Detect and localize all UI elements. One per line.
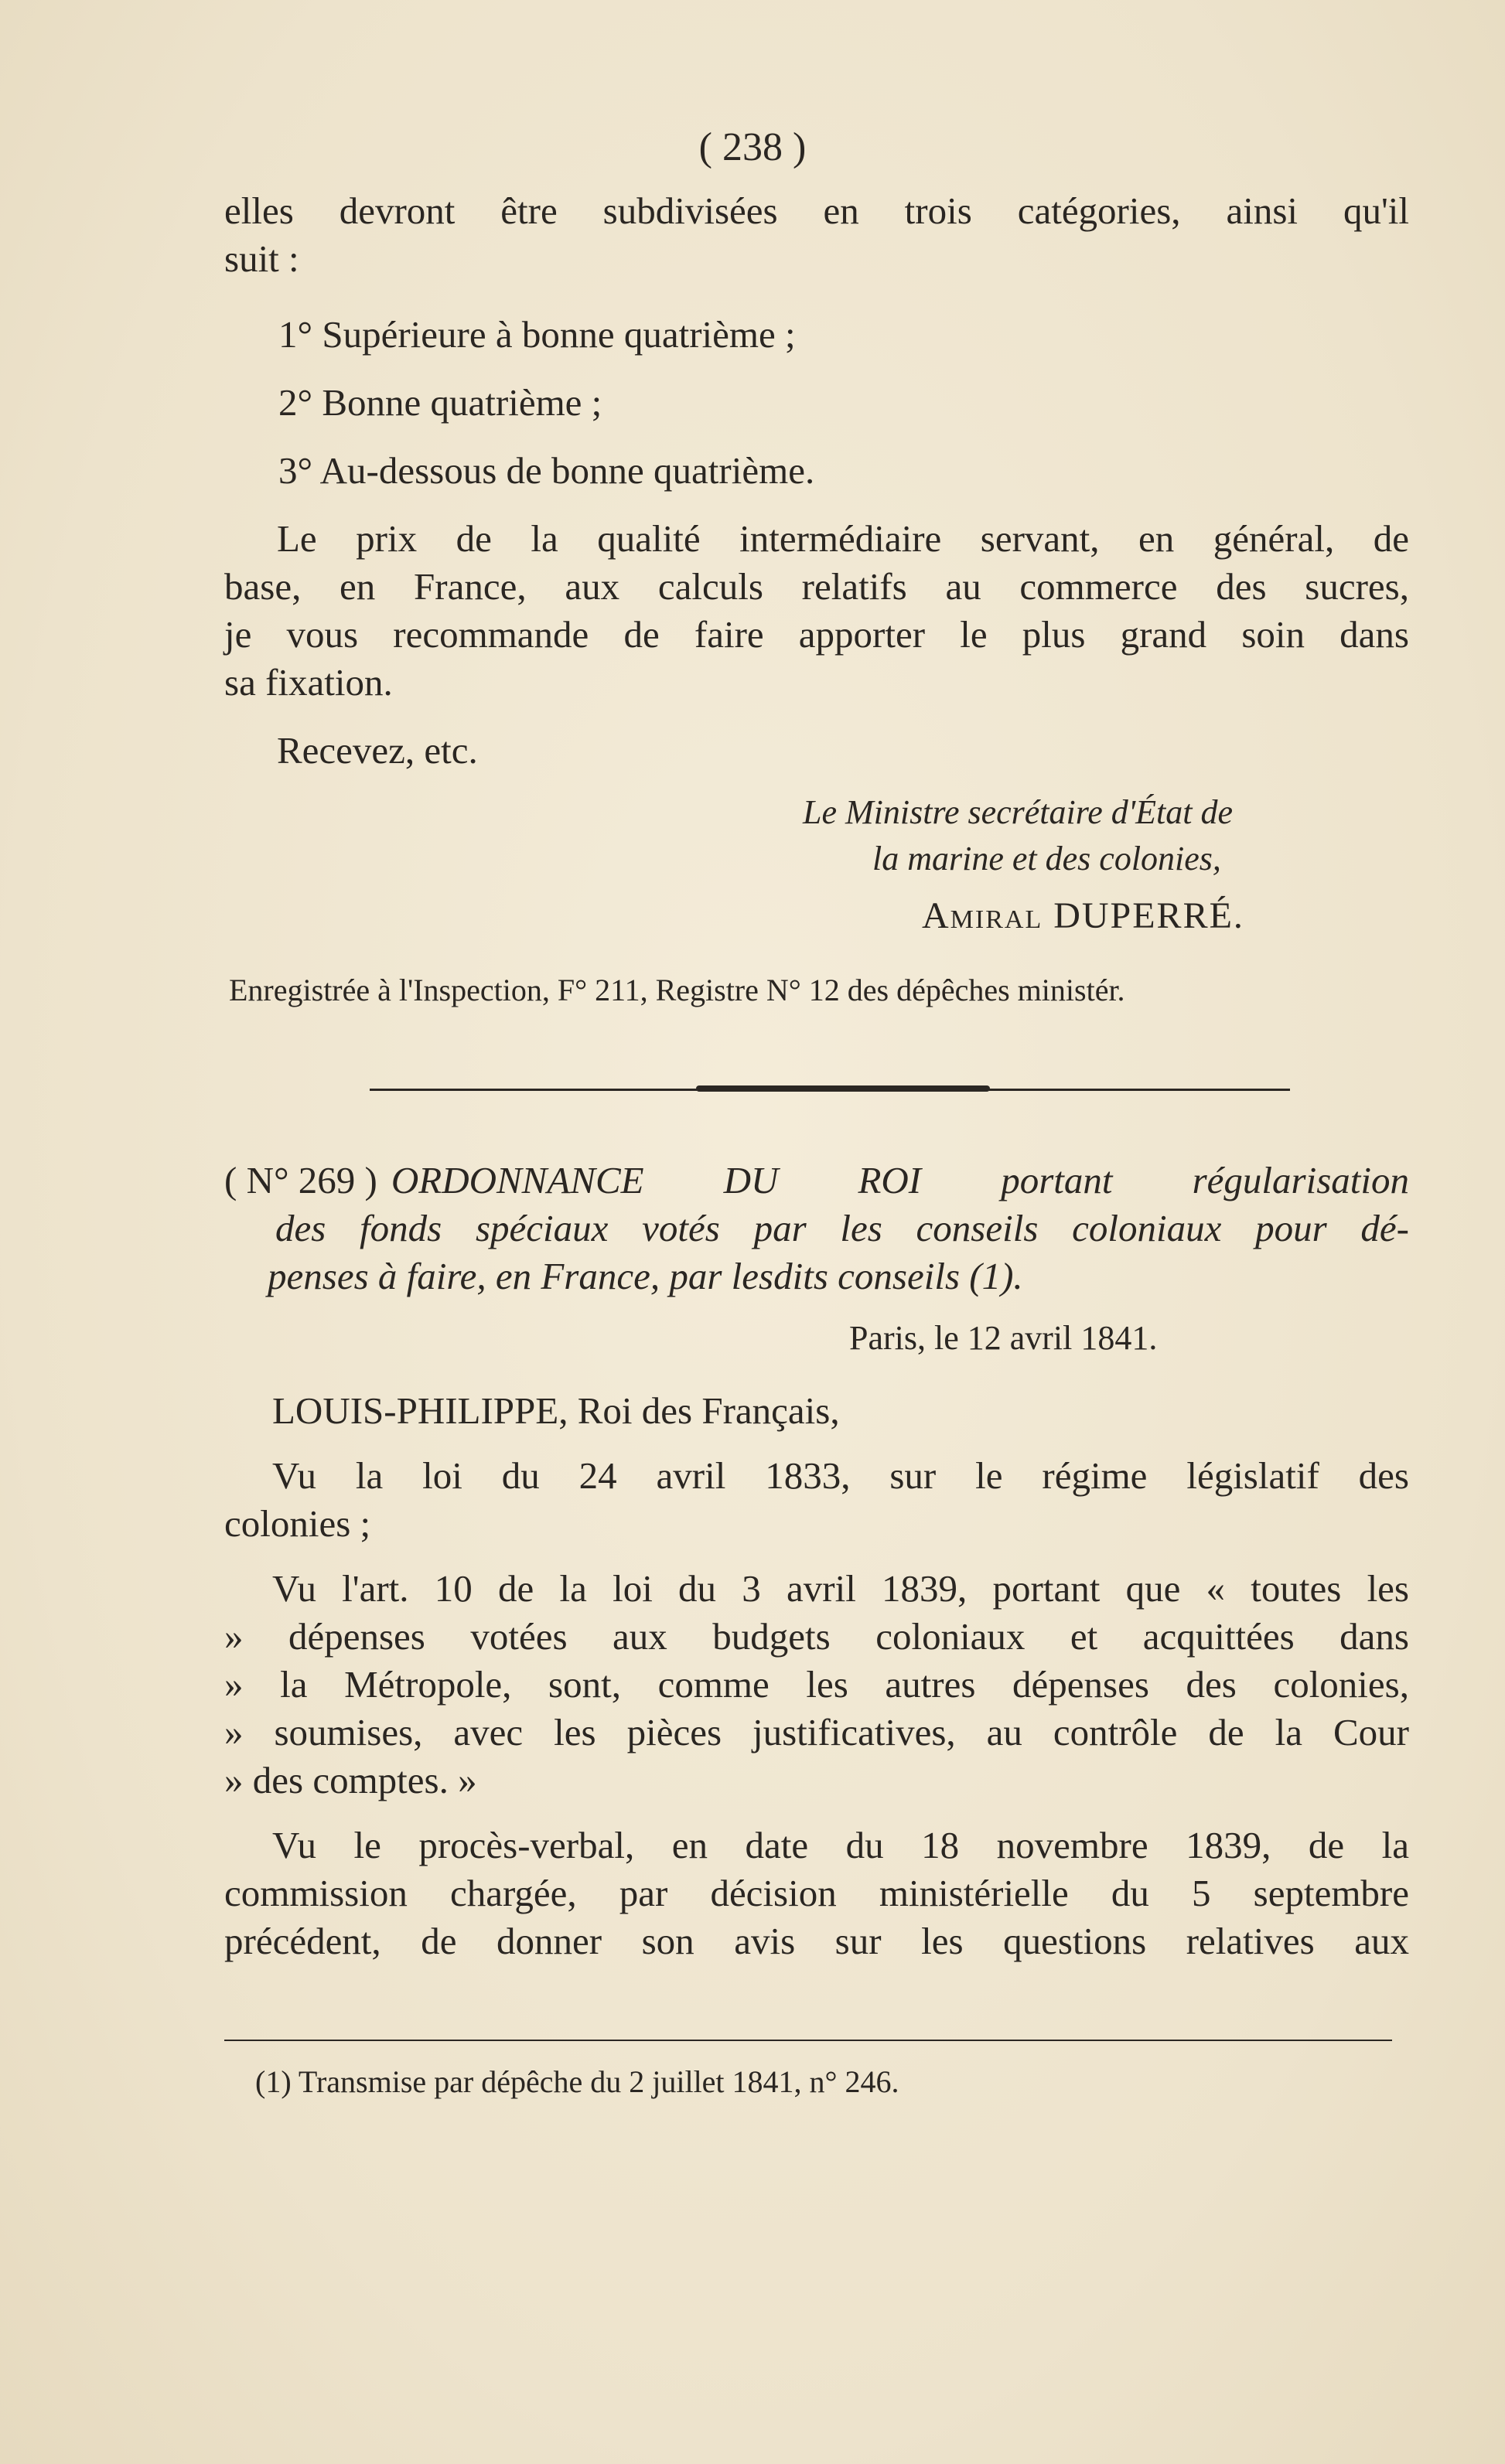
vu2-line-1: Vu l'art. 10 de la loi du 3 avril 1839, portant que « toutes les: [272, 1567, 1409, 1610]
vu2-line-2: » dépenses votées aux budgets coloniaux et acquittées dans: [224, 1615, 1409, 1658]
footnote: (1) Transmise par dépêche du 2 juillet 1841, n° 246.: [255, 2064, 899, 2099]
ordinance-heading: ORDONNANCE DU ROI portant régularisation: [391, 1159, 1409, 1201]
vu3-line-3: précédent, de donner son avis sur les questions relatives aux: [224, 1920, 1409, 1962]
closing: Recevez, etc.: [277, 729, 478, 772]
king-line: LOUIS-PHILIPPE, Roi des Français,: [272, 1389, 840, 1432]
paragraph-line-2: base, en France, aux calculs relatifs au commerce des sucres,: [224, 565, 1409, 608]
category-2: 2° Bonne quatrième ;: [278, 381, 602, 424]
vu2-line-4: » soumises, avec les pièces justificatives, au contrôle de la Cour: [224, 1711, 1409, 1753]
category-1: 1° Supérieure à bonne quatrième ;: [278, 313, 796, 356]
vu2-line-3: » la Métropole, sont, comme les autres dépenses des colonies,: [224, 1663, 1409, 1706]
signature-title-2: la marine et des colonies,: [872, 840, 1221, 878]
paragraph-line-3: je vous recommande de faire apporter le plus grand soin dans: [224, 613, 1409, 656]
registration-note: Enregistrée à l'Inspection, F° 211, Registre N° 12 des dépêches ministér.: [229, 973, 1125, 1007]
intro-line-2: suit :: [224, 237, 299, 280]
signature-title-1: Le Ministre secrétaire d'État de: [803, 793, 1234, 831]
paragraph-line-4: sa fixation.: [224, 661, 393, 704]
vu1-line-2: colonies ;: [224, 1502, 371, 1545]
ordinance-number: ( N° 269 ): [224, 1159, 377, 1201]
vu3-line-1: Vu le procès-verbal, en date du 18 novembre 1839, de la: [272, 1824, 1409, 1866]
ordinance-date: Paris, le 12 avril 1841.: [849, 1319, 1158, 1357]
ordinance-title-line-1: [224, 1157, 1409, 1205]
paragraph-line-1: Le prix de la qualité intermédiaire servant, en général, de: [277, 517, 1409, 560]
ordinance-title-line-3: penses à faire, en France, par lesdits conseils (1).: [268, 1255, 1023, 1297]
vu2-line-5: » des comptes. »: [224, 1759, 477, 1801]
section-divider-ornament: [696, 1085, 990, 1092]
page-number: ( 238 ): [698, 125, 807, 169]
category-3: 3° Au-dessous de bonne quatrième.: [278, 449, 815, 492]
vu3-line-2: commission chargée, par décision ministérielle du 5 septembre: [224, 1872, 1409, 1914]
signature-name: Amiral DUPERRÉ.: [922, 895, 1244, 936]
footnote-rule: [224, 2040, 1392, 2041]
ordinance-title-line-2: des fonds spéciaux votés par les conseils coloniaux pour dé-: [275, 1207, 1409, 1249]
intro-line-1: elles devront être subdivisées en trois catégories, ainsi qu'il: [224, 189, 1409, 232]
vu1-line-1: Vu la loi du 24 avril 1833, sur le régime législatif des: [272, 1454, 1409, 1497]
